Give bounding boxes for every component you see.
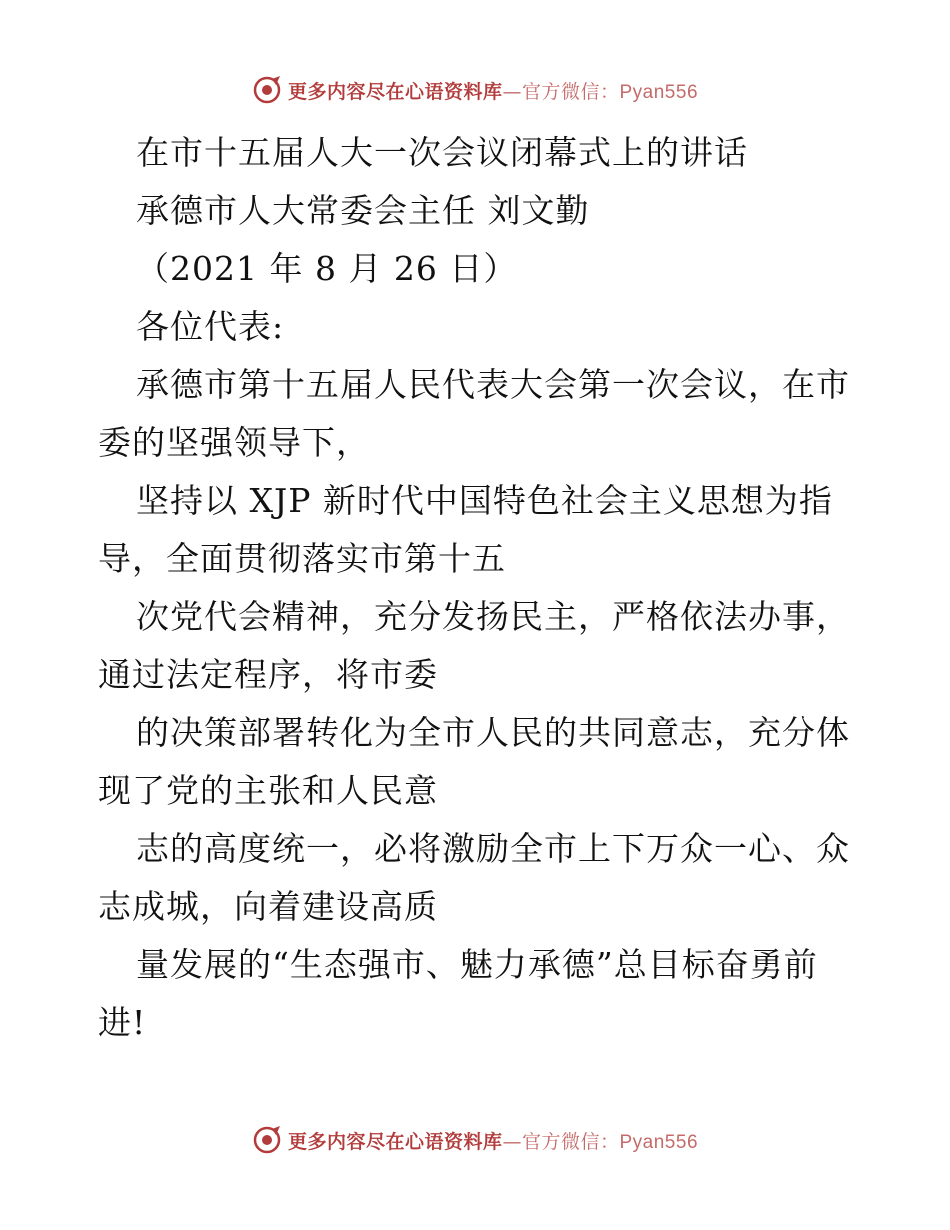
watermark-text (288, 77, 698, 104)
document-title: 在市十五届人大一次会议闭幕式上的讲话 (136, 133, 748, 172)
document-author: 承德市人大常委会主任 刘文勤 (136, 191, 590, 230)
paragraph-line: 坚持以 XJP 新时代中国特色社会主义思想为指 (136, 481, 833, 520)
document-body (98, 124, 858, 1052)
paragraph-line: 志成城，向着建设高质 (98, 887, 438, 926)
paragraph-line: 导，全面贯彻落实市第十五 (98, 539, 506, 578)
salutation: 各位代表: (136, 307, 285, 346)
paragraph-line: 进! (98, 1003, 147, 1042)
watermark-label: 官方微信： (521, 80, 620, 103)
paragraph-line: 委的坚强领导下， (98, 423, 370, 462)
watermark-id: Pyan556 (619, 81, 699, 103)
watermark-id: Pyan556 (619, 1131, 699, 1153)
paragraph-line: 次党代会精神，充分发扬民主，严格依法办事， (136, 597, 850, 636)
paragraph-line: 承德市第十五届人民代表大会第一次会议，在市 (136, 365, 850, 404)
paragraph-line: 现了党的主张和人民意 (98, 771, 438, 810)
quill-logo-icon (252, 75, 282, 105)
header-watermark (0, 72, 950, 108)
watermark-dash: — (502, 80, 522, 103)
paragraph-line: 的决策部署转化为全市人民的共同意志，充分体 (136, 713, 850, 752)
watermark-dash: — (502, 1130, 522, 1153)
paragraph-line: 志的高度统一，必将激励全市上下万众一心、众 (136, 829, 850, 868)
quill-logo-icon (252, 1125, 282, 1155)
document-date: （2021 年 8 月 26 日） (136, 249, 518, 288)
watermark-main: 更多内容尽在心语资料库 (287, 80, 503, 103)
watermark-main: 更多内容尽在心语资料库 (287, 1130, 503, 1153)
watermark-text (288, 1127, 698, 1154)
paragraph-line: 量发展的“生态强市、魅力承德”总目标奋勇前 (136, 945, 818, 984)
watermark-label: 官方微信： (521, 1130, 620, 1153)
footer-watermark (0, 1122, 950, 1158)
paragraph-line: 通过法定程序，将市委 (98, 655, 438, 694)
